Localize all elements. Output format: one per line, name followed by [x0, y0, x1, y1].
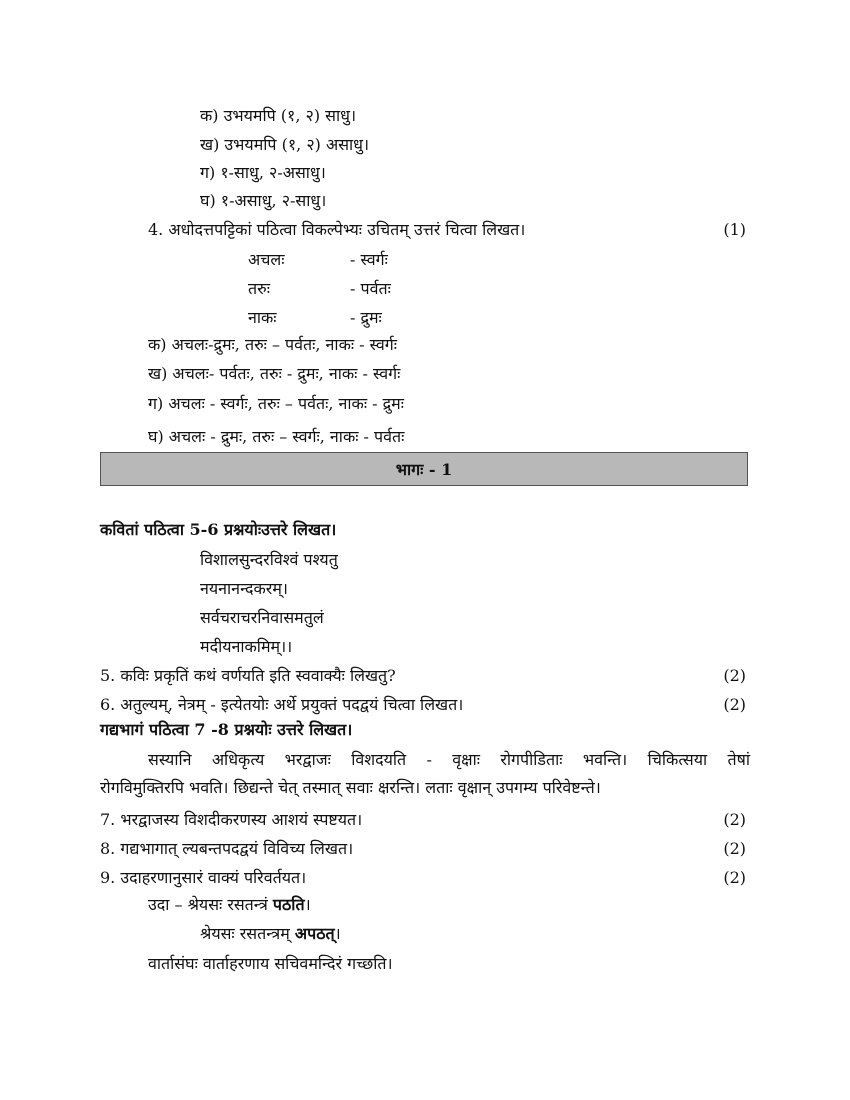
prose-passage-line-2: रोगविमुक्तिरपि भवति। छिद्यन्ते चेत् तस्मात् सवाः क्षरन्ति। लताः वृक्षान् उपगम्य परिवेष्टन्ते।: [100, 778, 601, 797]
q4-option-ga: ग) अचलः - स्वर्गः, तरुः – पर्वतः, नाकः - द्रुमः: [148, 394, 404, 413]
prose-section-heading: गद्यभागं पठित्वा 7 -8 प्रश्नयोः उत्तरे लिखत।: [100, 720, 353, 739]
q9-example: [148, 894, 311, 916]
answer-text: श्रेयसः रसतन्त्रम्: [200, 924, 295, 943]
verse-line-2: नयनानन्दकरम्।: [200, 579, 288, 598]
q3-option-ka: क) उभयमपि (१, २) साधु।: [200, 106, 357, 125]
q8-question: 8. गद्यभागात् ल्यबन्तपदद्वयं विविच्य लिखत।: [100, 839, 354, 858]
q9-marks: (2): [723, 868, 746, 887]
q4-question: 4. अधोदत्तपट्टिकां पठित्वा विकल्पेभ्यः उचितम् उत्तरं चित्वा लिखत।: [148, 220, 526, 239]
q3-option-kha: ख) उभयमपि (१, २) असाधु।: [200, 135, 370, 154]
q8-marks: (2): [723, 839, 746, 858]
q4-table-left-2: तरुः: [248, 279, 270, 298]
q6-question: 6. अतुल्यम्, नेत्रम् - इत्येतयोः अर्थे प्रयुक्तं पदद्वयं चित्वा लिखत।: [100, 695, 464, 714]
q4-marks: (1): [723, 220, 746, 239]
answer-verb: अपठत्: [294, 924, 335, 943]
q3-option-gha: घ) १-असाधु, २-साधु।: [200, 191, 327, 210]
poem-section-heading: कवितां पठित्वा 5-6 प्रश्नयोःउत्तरे लिखत।: [100, 520, 337, 539]
q7-marks: (2): [723, 810, 746, 829]
example-verb: पठति: [272, 895, 305, 914]
verse-line-3: सर्वचराचरनिवासमतुलं: [200, 608, 324, 627]
q7-question: 7. भरद्वाजस्य विशदीकरणस्य आशयं स्पष्टयत।: [100, 810, 363, 829]
q4-table-right-1: - स्वर्गः: [350, 250, 388, 269]
q5-marks: (2): [723, 666, 746, 685]
q9-exercise-sentence: वार्तासंघः वार्ताहरणाय सचिवमन्दिरं गच्छति।: [148, 954, 393, 973]
verse-line-1: विशालसुन्दरविश्वं पश्यतु: [200, 550, 338, 569]
q6-marks: (2): [723, 695, 746, 714]
example-danda: ।: [304, 895, 311, 914]
q4-table-left-1: अचलः: [248, 250, 285, 269]
answer-danda: ।: [334, 924, 341, 943]
q3-option-ga: ग) १-साधु, २-असाधु।: [200, 163, 326, 182]
section-header-title: भागः - 1: [395, 460, 453, 479]
q4-option-kha: ख) अचलः- पर्वतः, तरुः - द्रुमः, नाकः - स्वर्गः: [148, 364, 401, 383]
q4-option-gha: घ) अचलः - द्रुमः, तरुः – स्वर्गः, नाकः - पर्वतः: [148, 427, 405, 446]
verse-line-4: मदीयनाकमिम्।।: [200, 637, 293, 656]
prose-passage-line-1: सस्यानि अधिकृत्य भरद्वाजः विशदयति - वृक्षाः रोगपीडिताः भवन्ति। चिकित्सया तेषां: [148, 750, 750, 769]
q4-table-left-3: नाकः: [248, 308, 277, 327]
q4-option-ka: क) अचलः-द्रुमः, तरुः – पर्वतः, नाकः - स्वर्गः: [148, 335, 398, 354]
q9-question: 9. उदाहरणानुसारं वाक्यं परिवर्तयत।: [100, 868, 307, 887]
prose-passage: [100, 746, 750, 802]
example-text: उदा – श्रेयसः रसतन्त्रं: [148, 895, 273, 914]
q4-table-right-3: - द्रुमः: [350, 308, 382, 327]
q9-example-answer: [200, 923, 341, 945]
q5-question: 5. कविः प्रकृतिं कथं वर्णयति इति स्ववाक्यैः लिखतु?: [100, 666, 396, 685]
q4-table-right-2: - पर्वतः: [350, 279, 391, 298]
section-header-bar: [100, 452, 748, 486]
